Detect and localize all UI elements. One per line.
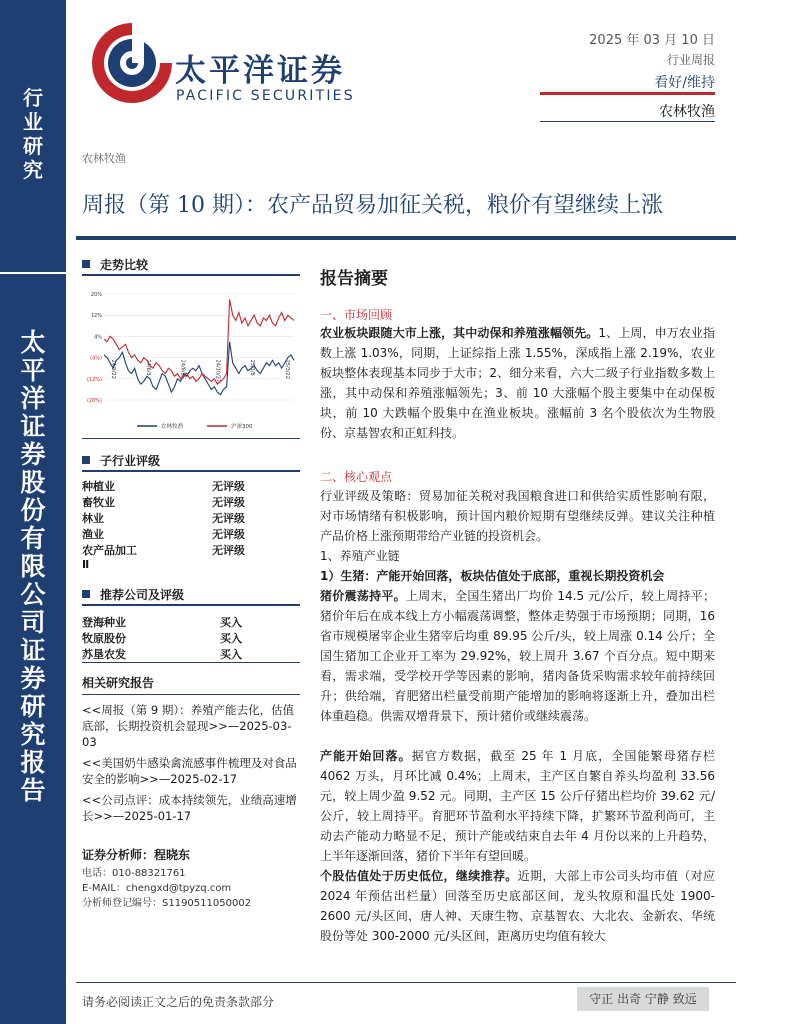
chart-y-tick-label: 4% xyxy=(94,334,102,341)
sub-industry-table xyxy=(82,478,245,573)
sidebar-separator xyxy=(0,272,66,274)
paragraph-lead: 个股估值处于历史低位，继续推荐。 xyxy=(320,869,518,883)
paragraph-lead: 产能开始回落。 xyxy=(320,749,412,763)
related-divider xyxy=(82,694,300,695)
summary-paragraph-valuation xyxy=(320,866,715,946)
trend-header: 走势比较 xyxy=(82,256,148,273)
sub-industry-rating xyxy=(212,558,245,573)
sidebar xyxy=(0,0,66,1024)
sidebar-label-industry-research: 行 业 研 究 xyxy=(23,86,43,182)
summary-paragraph-capacity xyxy=(320,746,715,866)
brand-name-cn: 太平洋证券 xyxy=(175,53,345,89)
company-rating: 买入 xyxy=(220,632,242,645)
chart-x-tick-label: 25/3/22 xyxy=(284,359,290,379)
company-name: 牧原股份 xyxy=(82,632,126,645)
company-name: 苏垦农发 xyxy=(82,648,126,661)
chart-gridlines xyxy=(104,294,294,400)
company-rating: 买入 xyxy=(220,616,242,629)
rating-divider xyxy=(540,92,715,95)
report-title: 周报（第 10 期）：农产品贸易加征关税，粮价有望继续上涨 xyxy=(82,193,663,218)
footer-disclaimer: 请务必阅读正文之后的免责条款部分 xyxy=(82,995,275,1009)
pacific-securities-logo-icon xyxy=(86,17,178,109)
trend-divider xyxy=(82,274,300,276)
report-type: 行业周报 xyxy=(666,53,715,67)
footer-motto: 守正 出奇 宁静 致远 xyxy=(577,987,709,1011)
summary-paragraph-strategy: 行业评级及策略：贸易加征关税对我国粮食进口和供给实质性影响有限，对市场情绪有积极影响，预计国内粮价短期有望继续反弹。建议关注种植产品价格上涨预期带给产业链的投资机会。 xyxy=(320,489,715,543)
table-row xyxy=(82,478,245,494)
sub-industry-name: 种植业 xyxy=(82,480,115,493)
brand-name-en: PACIFIC SECURITIES xyxy=(176,88,355,104)
chart-x-tick-label: 24/3/22 xyxy=(110,359,116,379)
sub-industry-name: Ⅱ xyxy=(82,558,90,571)
summary-paragraph-hog xyxy=(320,566,715,726)
chart-legend xyxy=(137,422,253,430)
chart-x-tick-label: 24/10/27 xyxy=(214,359,221,383)
section-heading: 一、市场回顾 xyxy=(320,308,393,322)
related-report-link[interactable]: <<周报（第 9 期）：养殖产能去化，估值底部，长期投资机会显现>>—2025-03-03 xyxy=(82,703,295,749)
chart-legend-label: 农林牧渔 xyxy=(161,424,184,430)
analyst-phone: 电话：010-88321761 xyxy=(82,868,186,879)
square-bullet-icon xyxy=(82,590,90,598)
chart-y-tick-label: (20%) xyxy=(86,398,102,404)
paragraph-lead: 1）生猪：产能开始回落，板块估值处于底部，重视长期投资机会 xyxy=(320,569,665,583)
related-report-link[interactable]: <<美国奶牛感染禽流感事件梳理及对食品安全的影响>>—2025-02-17 xyxy=(82,756,297,786)
sub-industry-name: 畜牧业 xyxy=(82,496,115,509)
sector-name: 农林牧渔 xyxy=(659,104,715,120)
sub-industry-rating: 无评级 xyxy=(212,544,245,557)
sub-industry-name: 农产品加工 xyxy=(82,544,137,557)
sector-divider xyxy=(540,121,715,122)
chart-y-tick-label: 12% xyxy=(90,313,102,320)
square-bullet-icon xyxy=(82,456,90,464)
sub-industry-rating: 无评级 xyxy=(212,528,245,541)
breadcrumb: 农林牧渔 xyxy=(82,152,126,165)
industry-rating: 看好/维持 xyxy=(654,75,715,91)
summary-title: 报告摘要 xyxy=(320,269,388,289)
recommend-divider xyxy=(82,604,300,606)
table-row xyxy=(82,646,242,662)
summary-paragraph-market xyxy=(320,323,715,443)
chart-series xyxy=(104,299,294,394)
sub-industry-header: 子行业评级 xyxy=(82,452,160,469)
company-name: 登海种业 xyxy=(82,616,126,629)
paragraph-body: 上周末，全国生猪出厂均价 14.5 元/公斤，较上周持平；猪价年后在成本线上方小幅震荡调整，整体走势强于市场预期；同期，16 省市规模屠宰企业生猪宰后均重 89.95 公斤/头，较上周涨 0.14 公斤；全国生猪加工企业开工率为 29.92%，较上周升 3.67 个百分点。短中期来看，需求端，受学校开学等因素的影响，猪肉备货采购需求较年前持续回升；供给端，育肥猪出栏量受前期产能增加的影响将逐渐上升，叠加出栏体重趋稳。供需双增背景下，预计猪价或继续震荡。 xyxy=(320,589,715,723)
sub-industry-name: 林业 xyxy=(82,512,104,525)
sub-industry-name: 渔业 xyxy=(82,528,104,541)
trend-chart xyxy=(82,284,300,434)
table-row xyxy=(82,494,245,510)
related-report-link[interactable]: <<公司点评：成本持续领先，业绩高速增长>>—2025-01-17 xyxy=(82,793,297,823)
chart-x-tick-label: 25/1/8 xyxy=(249,359,256,376)
chart-legend-label: 沪深300 xyxy=(231,424,253,430)
table-row xyxy=(82,558,245,573)
square-bullet-icon xyxy=(82,260,90,268)
paragraph-lead: 猪价震荡持平。 xyxy=(320,589,406,603)
analyst-name: 证券分析师：程晓东 xyxy=(82,848,191,862)
analyst-registration: 分析师登记编号：S1190511050002 xyxy=(82,898,252,909)
sub-industry-divider xyxy=(82,470,300,472)
sub-industry-rating: 无评级 xyxy=(212,496,245,509)
chart-y-ticks xyxy=(87,292,102,404)
paragraph-body: 近期，大部上市公司头均市值（对应 2024 年预估出栏量）回落至历史底部区间，龙头牧原和温氏处 1900-2600 元/头区间，唐人神、天康生物、京基智农、大北农、金新农、华统股份等处 300-2000 元/头区间，距离历史均值有较大 xyxy=(320,869,715,943)
recommend-header: 推荐公司及评级 xyxy=(82,586,184,603)
title-divider xyxy=(76,236,736,240)
related-research-header: 相关研究报告 xyxy=(82,676,155,690)
chart-series-line xyxy=(104,342,294,395)
paragraph-lead: 农业板块跟随大市上涨，其中动保和养殖涨幅领先。 xyxy=(320,326,599,340)
section-heading: 二、核心观点 xyxy=(320,470,393,484)
sub-industry-rating: 无评级 xyxy=(212,480,245,493)
recommend-bottom-divider xyxy=(82,662,300,663)
chart-x-tick-label: 24/8/15 xyxy=(179,359,186,379)
paragraph-body: 据官方数据，截至 25 年 1 月底，全国能繁母猪存栏 4062 万头，月环比减 0.4%；上周末，主产区自繁自养头均盈利 33.56 元，较上周少盈 9.52 元。同期，主产区 15 公斤仔猪出栏均价 39.62 元/公斤，较上周持平。育肥环节盈利水平持续下降，扩繁环节盈利尚可，主动去产能动力略显不足，预计产能或结束自去年 4 月份以来的上升趋势，上半年逐渐回落，猪价下半年有望回暖。 xyxy=(320,749,715,863)
chart-y-tick-label: 20% xyxy=(90,292,102,298)
report-date: 2025 年 03 月 10 日 xyxy=(589,33,715,48)
table-row xyxy=(82,542,245,558)
analyst-email[interactable]: E-MAIL：chengxd@tpyzq.com xyxy=(82,883,232,894)
sidebar-label-company: 太 平 洋 证 券 股 份 有 限 公 司 证 券 研 究 报 告 xyxy=(20,328,46,805)
table-row xyxy=(82,526,245,542)
summary-paragraph-subhead: 1、养殖产业链 xyxy=(320,549,400,563)
chart-y-tick-label: (4%) xyxy=(90,355,102,362)
table-row xyxy=(82,630,242,646)
recommend-table xyxy=(82,614,242,662)
sub-industry-rating: 无评级 xyxy=(212,512,245,525)
table-row xyxy=(82,510,245,526)
chart-x-tick-label: 24/6/3 xyxy=(144,359,151,376)
table-row xyxy=(82,614,242,630)
paragraph-body: 1、上周，申万农业指数上涨 1.03%，同期，上证综指上涨 1.55%，深成指上涨 2.19%，农业板块整体表现基本同步于大市；2、细分来看，六大二级子行业指数多数上涨，其中动保和养殖涨幅领先；3、前 10 大涨幅个股主要集中在动保板块，前 10 大跌幅个股集中在渔业板块。涨幅前 3 名个股依次为生物股份、京基智农和正虹科技。 xyxy=(320,326,715,440)
trend-bottom-divider xyxy=(82,438,300,439)
chart-y-tick-label: (12%) xyxy=(86,376,102,383)
company-rating: 买入 xyxy=(220,648,242,661)
footer-divider xyxy=(76,982,736,983)
